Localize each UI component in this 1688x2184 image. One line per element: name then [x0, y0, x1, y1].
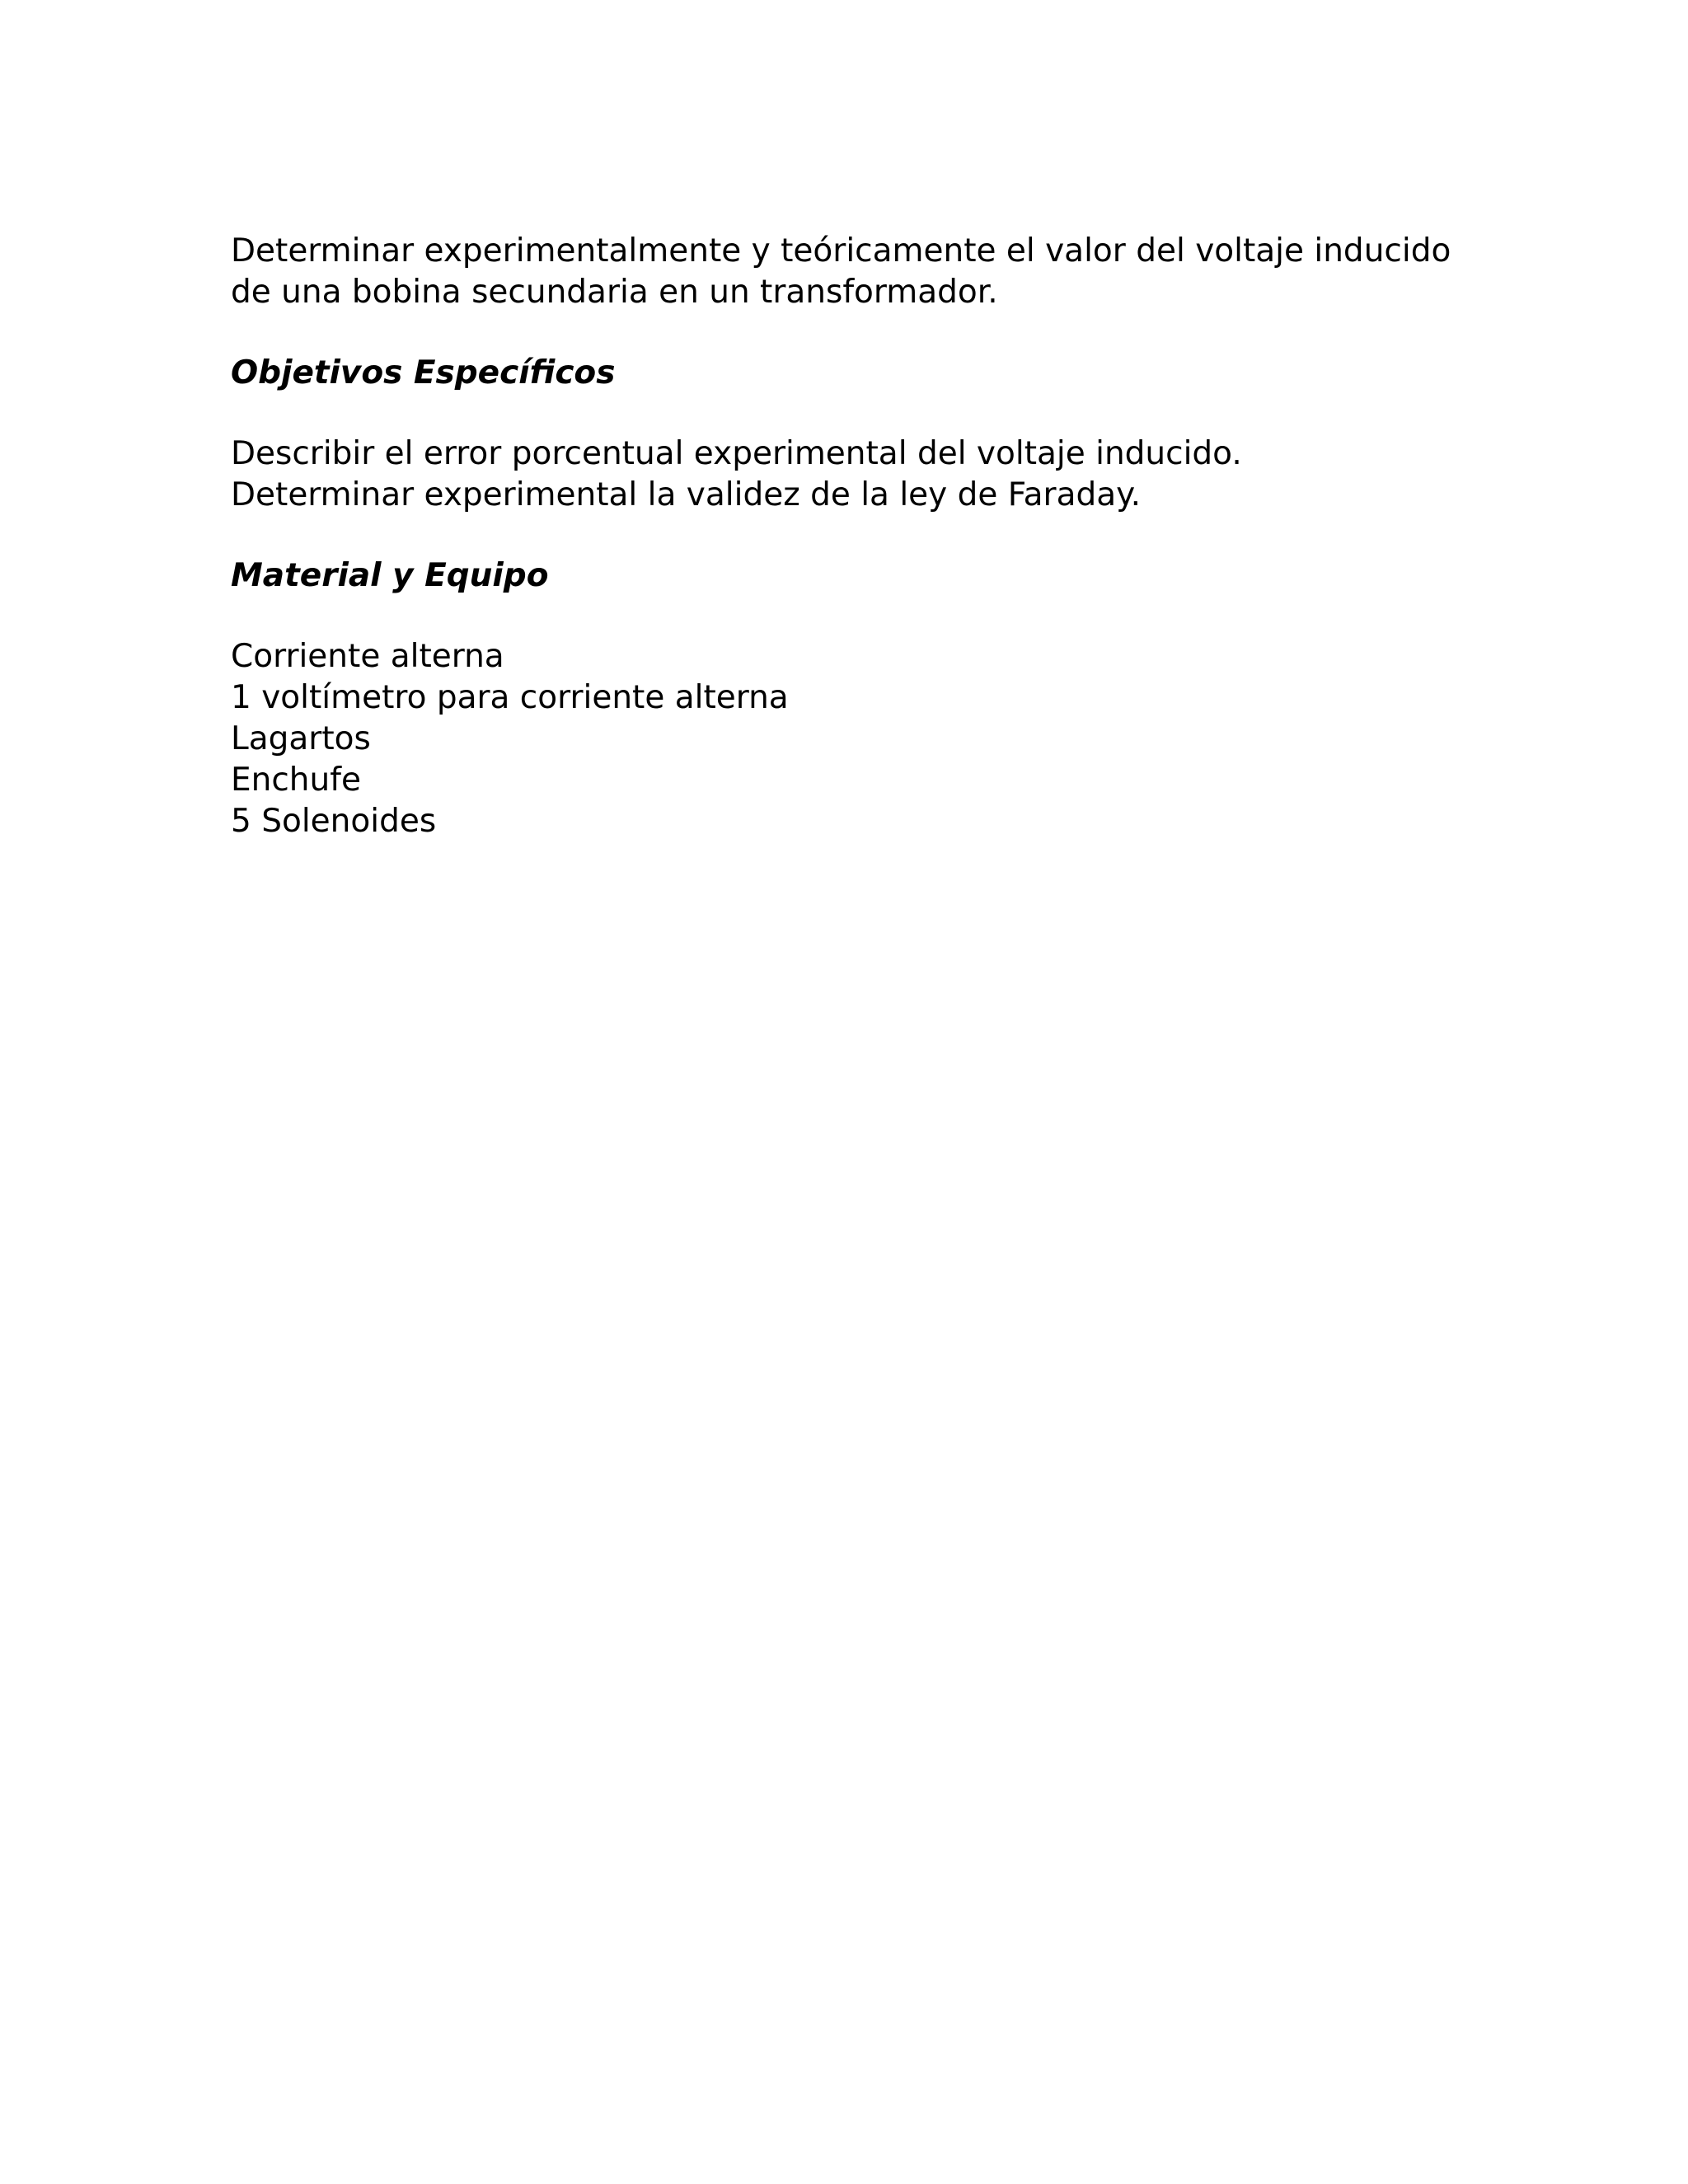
- material-item: Lagartos: [231, 720, 371, 757]
- materials-heading: Material y Equipo: [231, 557, 549, 594]
- material-item: 5 Solenoides: [231, 803, 437, 840]
- specific-objective-item: Determinar experimental la validez de la ley de Faraday.: [231, 476, 1142, 513]
- specific-objectives-list: [231, 434, 1517, 516]
- general-objective-line-2: de una bobina secundaria en un transformador.: [231, 274, 998, 311]
- specific-objectives-heading: Objetivos Específicos: [231, 354, 616, 391]
- general-objective-line-1: Determinar experimentalmente y teóricamente el valor del voltaje inducido: [231, 232, 1451, 269]
- material-item: Corriente alterna: [231, 638, 504, 675]
- general-objective: [231, 231, 1517, 313]
- material-item: 1 voltímetro para corriente alterna: [231, 679, 789, 716]
- material-item: Enchufe: [231, 762, 361, 799]
- specific-objective-item: Describir el error porcentual experimental del voltaje inducido.: [231, 435, 1242, 472]
- page-content: [231, 231, 1517, 842]
- materials-list: [231, 636, 1517, 842]
